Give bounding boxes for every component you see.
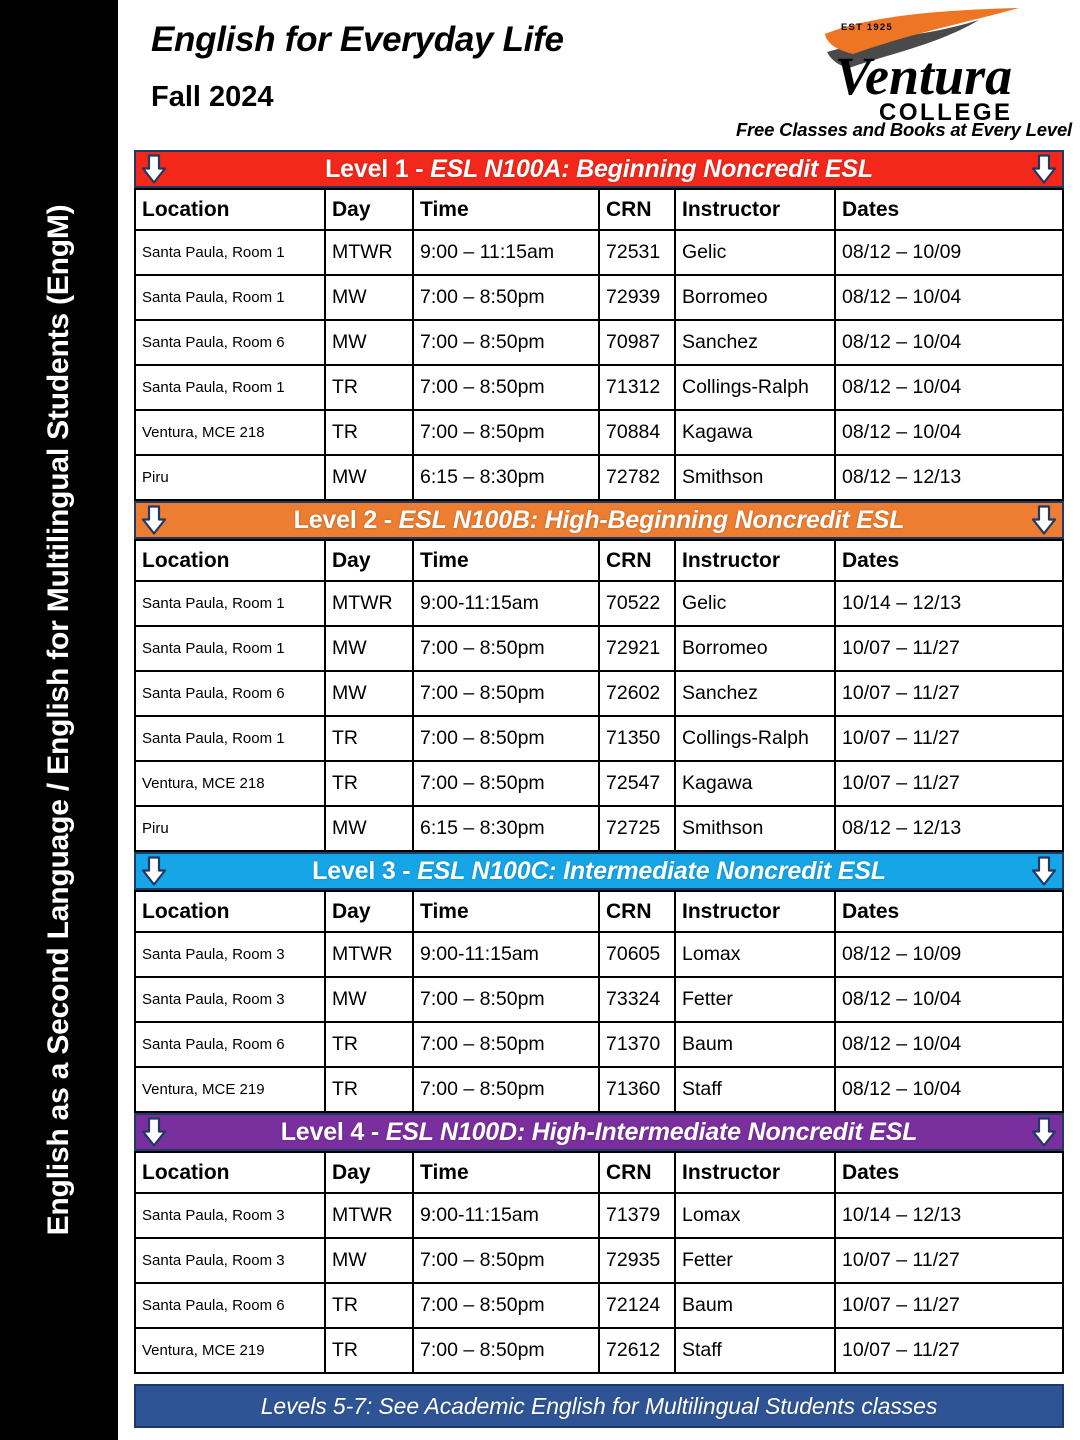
cell-day: MW — [325, 626, 413, 671]
cell-crn: 72547 — [599, 761, 675, 806]
cell-day: MTWR — [325, 230, 413, 275]
cell-dates: 08/12 – 10/04 — [835, 1022, 1063, 1067]
level-course-code: ESL N100C: Intermediate Noncredit ESL — [417, 856, 886, 885]
cell-instructor: Collings-Ralph — [675, 716, 835, 761]
cell-location: Ventura, MCE 219 — [135, 1328, 325, 1373]
column-header-day: Day — [325, 540, 413, 581]
cell-day: TR — [325, 716, 413, 761]
cell-time: 7:00 – 8:50pm — [413, 1328, 599, 1373]
cell-time: 7:00 – 8:50pm — [413, 410, 599, 455]
cell-location: Santa Paula, Room 6 — [135, 671, 325, 716]
cell-instructor: Fetter — [675, 1238, 835, 1283]
cell-location: Ventura, MCE 219 — [135, 1067, 325, 1112]
cell-instructor: Sanchez — [675, 671, 835, 716]
cell-time: 9:00 – 11:15am — [413, 230, 599, 275]
cell-day: MW — [325, 320, 413, 365]
cell-time: 7:00 – 8:50pm — [413, 1067, 599, 1112]
table-row — [135, 1022, 1063, 1067]
table-row — [135, 1328, 1063, 1373]
level-number-label: Level 3 - — [312, 856, 418, 885]
down-arrow-icon — [1030, 856, 1058, 887]
down-arrow-icon — [1030, 505, 1058, 536]
down-arrow-icon — [140, 856, 168, 887]
cell-dates: 10/07 – 11/27 — [835, 1238, 1063, 1283]
table-row — [135, 275, 1063, 320]
cell-day: TR — [325, 1067, 413, 1112]
table-row — [135, 626, 1063, 671]
page-header — [118, 0, 1080, 150]
cell-location: Ventura, MCE 218 — [135, 761, 325, 806]
cell-instructor: Baum — [675, 1283, 835, 1328]
flyer-page — [118, 0, 1080, 1440]
table-row — [135, 977, 1063, 1022]
level-number-label: Level 1 - — [325, 154, 431, 183]
column-header-time: Time — [413, 891, 599, 932]
logo-est-text: EST 1925 — [841, 22, 893, 33]
cell-time: 7:00 – 8:50pm — [413, 275, 599, 320]
cell-day: TR — [325, 1328, 413, 1373]
table-row — [135, 716, 1063, 761]
logo-tagline: Free Classes and Books at Every Level — [735, 119, 1072, 140]
cell-dates: 10/07 – 11/27 — [835, 1328, 1063, 1373]
column-header-crn: CRN — [599, 189, 675, 230]
title-block — [151, 22, 564, 112]
logo-wordmark: Ventura — [835, 46, 1013, 106]
cell-location: Santa Paula, Room 1 — [135, 716, 325, 761]
column-header-time: Time — [413, 540, 599, 581]
table-row — [135, 320, 1063, 365]
cell-dates: 08/12 – 10/04 — [835, 320, 1063, 365]
column-header-day: Day — [325, 1152, 413, 1193]
cell-instructor: Smithson — [675, 455, 835, 500]
table-header-row — [135, 189, 1063, 230]
page-title: English for Everyday Life — [151, 20, 564, 59]
cell-dates: 08/12 – 10/04 — [835, 977, 1063, 1022]
cell-day: MTWR — [325, 932, 413, 977]
logo-college-text: COLLEGE — [879, 99, 1013, 126]
table-row — [135, 761, 1063, 806]
cell-time: 9:00-11:15am — [413, 1193, 599, 1238]
cell-location: Santa Paula, Room 1 — [135, 230, 325, 275]
cell-day: MW — [325, 977, 413, 1022]
cell-crn: 72725 — [599, 806, 675, 851]
table-row — [135, 1238, 1063, 1283]
table-row — [135, 1067, 1063, 1112]
level-banner-4 — [134, 1113, 1064, 1151]
cell-dates: 10/14 – 12/13 — [835, 1193, 1063, 1238]
cell-dates: 08/12 – 10/09 — [835, 932, 1063, 977]
column-header-location: Location — [135, 189, 325, 230]
level-course-code: ESL N100D: High-Intermediate Noncredit ESL — [385, 1117, 918, 1146]
cell-location: Santa Paula, Room 3 — [135, 1238, 325, 1283]
table-row — [135, 455, 1063, 500]
level-course-code: ESL N100B: High-Beginning Noncredit ESL — [398, 505, 905, 534]
footer-text: Levels 5-7: See Academic English for Multilingual Students classes — [260, 1392, 938, 1419]
cell-dates: 10/07 – 11/27 — [835, 1283, 1063, 1328]
table-row — [135, 365, 1063, 410]
cell-location: Santa Paula, Room 1 — [135, 275, 325, 320]
cell-dates: 10/07 – 11/27 — [835, 626, 1063, 671]
column-header-dates: Dates — [835, 891, 1063, 932]
cell-dates: 08/12 – 12/13 — [835, 806, 1063, 851]
column-header-day: Day — [325, 189, 413, 230]
cell-location: Santa Paula, Room 1 — [135, 365, 325, 410]
column-header-instructor: Instructor — [675, 1152, 835, 1193]
cell-crn: 71360 — [599, 1067, 675, 1112]
column-header-instructor: Instructor — [675, 891, 835, 932]
level-number-label: Level 4 - — [280, 1117, 386, 1146]
cell-instructor: Borromeo — [675, 626, 835, 671]
cell-time: 7:00 – 8:50pm — [413, 671, 599, 716]
column-header-instructor: Instructor — [675, 189, 835, 230]
cell-instructor: Gelic — [675, 581, 835, 626]
column-header-location: Location — [135, 891, 325, 932]
cell-time: 7:00 – 8:50pm — [413, 626, 599, 671]
cell-instructor: Collings-Ralph — [675, 365, 835, 410]
cell-location: Santa Paula, Room 6 — [135, 1022, 325, 1067]
cell-crn: 71312 — [599, 365, 675, 410]
level-banner-text-4 — [281, 1118, 918, 1147]
cell-time: 7:00 – 8:50pm — [413, 1283, 599, 1328]
cell-time: 7:00 – 8:50pm — [413, 977, 599, 1022]
table-row — [135, 932, 1063, 977]
cell-crn: 72935 — [599, 1238, 675, 1283]
cell-location: Piru — [135, 806, 325, 851]
cell-time: 7:00 – 8:50pm — [413, 761, 599, 806]
column-header-dates: Dates — [835, 1152, 1063, 1193]
cell-crn: 70987 — [599, 320, 675, 365]
cell-crn: 70605 — [599, 932, 675, 977]
sidebar-title: English as a Second Language / English for Multilingual Students (EngM) — [42, 204, 75, 1236]
cell-dates: 08/12 – 10/09 — [835, 230, 1063, 275]
level-course-code: ESL N100A: Beginning Noncredit ESL — [430, 154, 873, 183]
cell-day: MTWR — [325, 1193, 413, 1238]
cell-time: 7:00 – 8:50pm — [413, 320, 599, 365]
cell-day: MW — [325, 1238, 413, 1283]
cell-instructor: Borromeo — [675, 275, 835, 320]
column-header-crn: CRN — [599, 1152, 675, 1193]
cell-instructor: Staff — [675, 1067, 835, 1112]
level-banner-text-3 — [312, 857, 886, 886]
cell-day: TR — [325, 365, 413, 410]
cell-instructor: Lomax — [675, 932, 835, 977]
cell-day: MW — [325, 671, 413, 716]
table-header-row — [135, 540, 1063, 581]
cell-crn: 72921 — [599, 626, 675, 671]
cell-location: Piru — [135, 455, 325, 500]
cell-crn: 72531 — [599, 230, 675, 275]
table-header-row — [135, 891, 1063, 932]
column-header-crn: CRN — [599, 540, 675, 581]
cell-crn: 71379 — [599, 1193, 675, 1238]
term-label: Fall 2024 — [151, 81, 274, 113]
schedule-table-level-4 — [134, 1151, 1064, 1374]
schedule-table-level-1 — [134, 188, 1064, 501]
cell-dates: 08/12 – 10/04 — [835, 410, 1063, 455]
table-row — [135, 581, 1063, 626]
column-header-time: Time — [413, 1152, 599, 1193]
cell-instructor: Kagawa — [675, 761, 835, 806]
column-header-location: Location — [135, 540, 325, 581]
cell-dates: 10/07 – 11/27 — [835, 761, 1063, 806]
down-arrow-icon — [1030, 1117, 1058, 1148]
cell-location: Santa Paula, Room 3 — [135, 932, 325, 977]
level-banner-text-2 — [294, 506, 905, 535]
column-header-dates: Dates — [835, 189, 1063, 230]
table-row — [135, 1193, 1063, 1238]
cell-instructor: Staff — [675, 1328, 835, 1373]
cell-location: Santa Paula, Room 6 — [135, 1283, 325, 1328]
table-row — [135, 230, 1063, 275]
down-arrow-icon — [1030, 154, 1058, 185]
cell-dates: 08/12 – 10/04 — [835, 275, 1063, 320]
cell-crn: 72602 — [599, 671, 675, 716]
cell-crn: 70884 — [599, 410, 675, 455]
footer-banner — [134, 1384, 1064, 1428]
column-header-time: Time — [413, 189, 599, 230]
cell-day: MW — [325, 275, 413, 320]
column-header-location: Location — [135, 1152, 325, 1193]
cell-location: Santa Paula, Room 1 — [135, 626, 325, 671]
level-banner-text-1 — [325, 155, 873, 184]
column-header-day: Day — [325, 891, 413, 932]
cell-location: Santa Paula, Room 1 — [135, 581, 325, 626]
cell-day: MW — [325, 455, 413, 500]
level-banner-2 — [134, 501, 1064, 539]
cell-crn: 72782 — [599, 455, 675, 500]
cell-instructor: Sanchez — [675, 320, 835, 365]
levels-container — [118, 150, 1080, 1374]
cell-day: TR — [325, 410, 413, 455]
cell-crn: 72612 — [599, 1328, 675, 1373]
cell-dates: 08/12 – 10/04 — [835, 365, 1063, 410]
cell-crn: 72939 — [599, 275, 675, 320]
cell-dates: 08/12 – 10/04 — [835, 1067, 1063, 1112]
vertical-sidebar — [0, 0, 118, 1440]
cell-crn: 72124 — [599, 1283, 675, 1328]
table-row — [135, 806, 1063, 851]
cell-day: TR — [325, 761, 413, 806]
table-row — [135, 671, 1063, 716]
level-banner-1 — [134, 150, 1064, 188]
cell-time: 9:00-11:15am — [413, 581, 599, 626]
table-row — [135, 410, 1063, 455]
cell-time: 7:00 – 8:50pm — [413, 365, 599, 410]
cell-dates: 10/07 – 11/27 — [835, 671, 1063, 716]
down-arrow-icon — [140, 154, 168, 185]
cell-instructor: Lomax — [675, 1193, 835, 1238]
column-header-instructor: Instructor — [675, 540, 835, 581]
cell-day: MTWR — [325, 581, 413, 626]
cell-dates: 10/07 – 11/27 — [835, 716, 1063, 761]
level-number-label: Level 2 - — [293, 505, 399, 534]
table-row — [135, 1283, 1063, 1328]
ventura-college-logo — [735, 8, 1072, 143]
down-arrow-icon — [140, 1117, 168, 1148]
cell-location: Santa Paula, Room 3 — [135, 1193, 325, 1238]
cell-day: MW — [325, 806, 413, 851]
cell-time: 6:15 – 8:30pm — [413, 455, 599, 500]
table-header-row — [135, 1152, 1063, 1193]
logo-graphic — [819, 8, 1034, 126]
cell-instructor: Kagawa — [675, 410, 835, 455]
cell-instructor: Baum — [675, 1022, 835, 1067]
schedule-table-level-3 — [134, 890, 1064, 1113]
cell-instructor: Smithson — [675, 806, 835, 851]
cell-crn: 71370 — [599, 1022, 675, 1067]
cell-day: TR — [325, 1022, 413, 1067]
cell-crn: 73324 — [599, 977, 675, 1022]
cell-location: Ventura, MCE 218 — [135, 410, 325, 455]
level-banner-3 — [134, 852, 1064, 890]
cell-time: 7:00 – 8:50pm — [413, 716, 599, 761]
column-header-dates: Dates — [835, 540, 1063, 581]
down-arrow-icon — [140, 505, 168, 536]
column-header-crn: CRN — [599, 891, 675, 932]
cell-time: 6:15 – 8:30pm — [413, 806, 599, 851]
cell-instructor: Fetter — [675, 977, 835, 1022]
cell-crn: 71350 — [599, 716, 675, 761]
cell-location: Santa Paula, Room 6 — [135, 320, 325, 365]
cell-time: 7:00 – 8:50pm — [413, 1022, 599, 1067]
cell-instructor: Gelic — [675, 230, 835, 275]
cell-crn: 70522 — [599, 581, 675, 626]
cell-day: TR — [325, 1283, 413, 1328]
cell-location: Santa Paula, Room 3 — [135, 977, 325, 1022]
cell-time: 7:00 – 8:50pm — [413, 1238, 599, 1283]
cell-dates: 10/14 – 12/13 — [835, 581, 1063, 626]
schedule-table-level-2 — [134, 539, 1064, 852]
cell-time: 9:00-11:15am — [413, 932, 599, 977]
cell-dates: 08/12 – 12/13 — [835, 455, 1063, 500]
